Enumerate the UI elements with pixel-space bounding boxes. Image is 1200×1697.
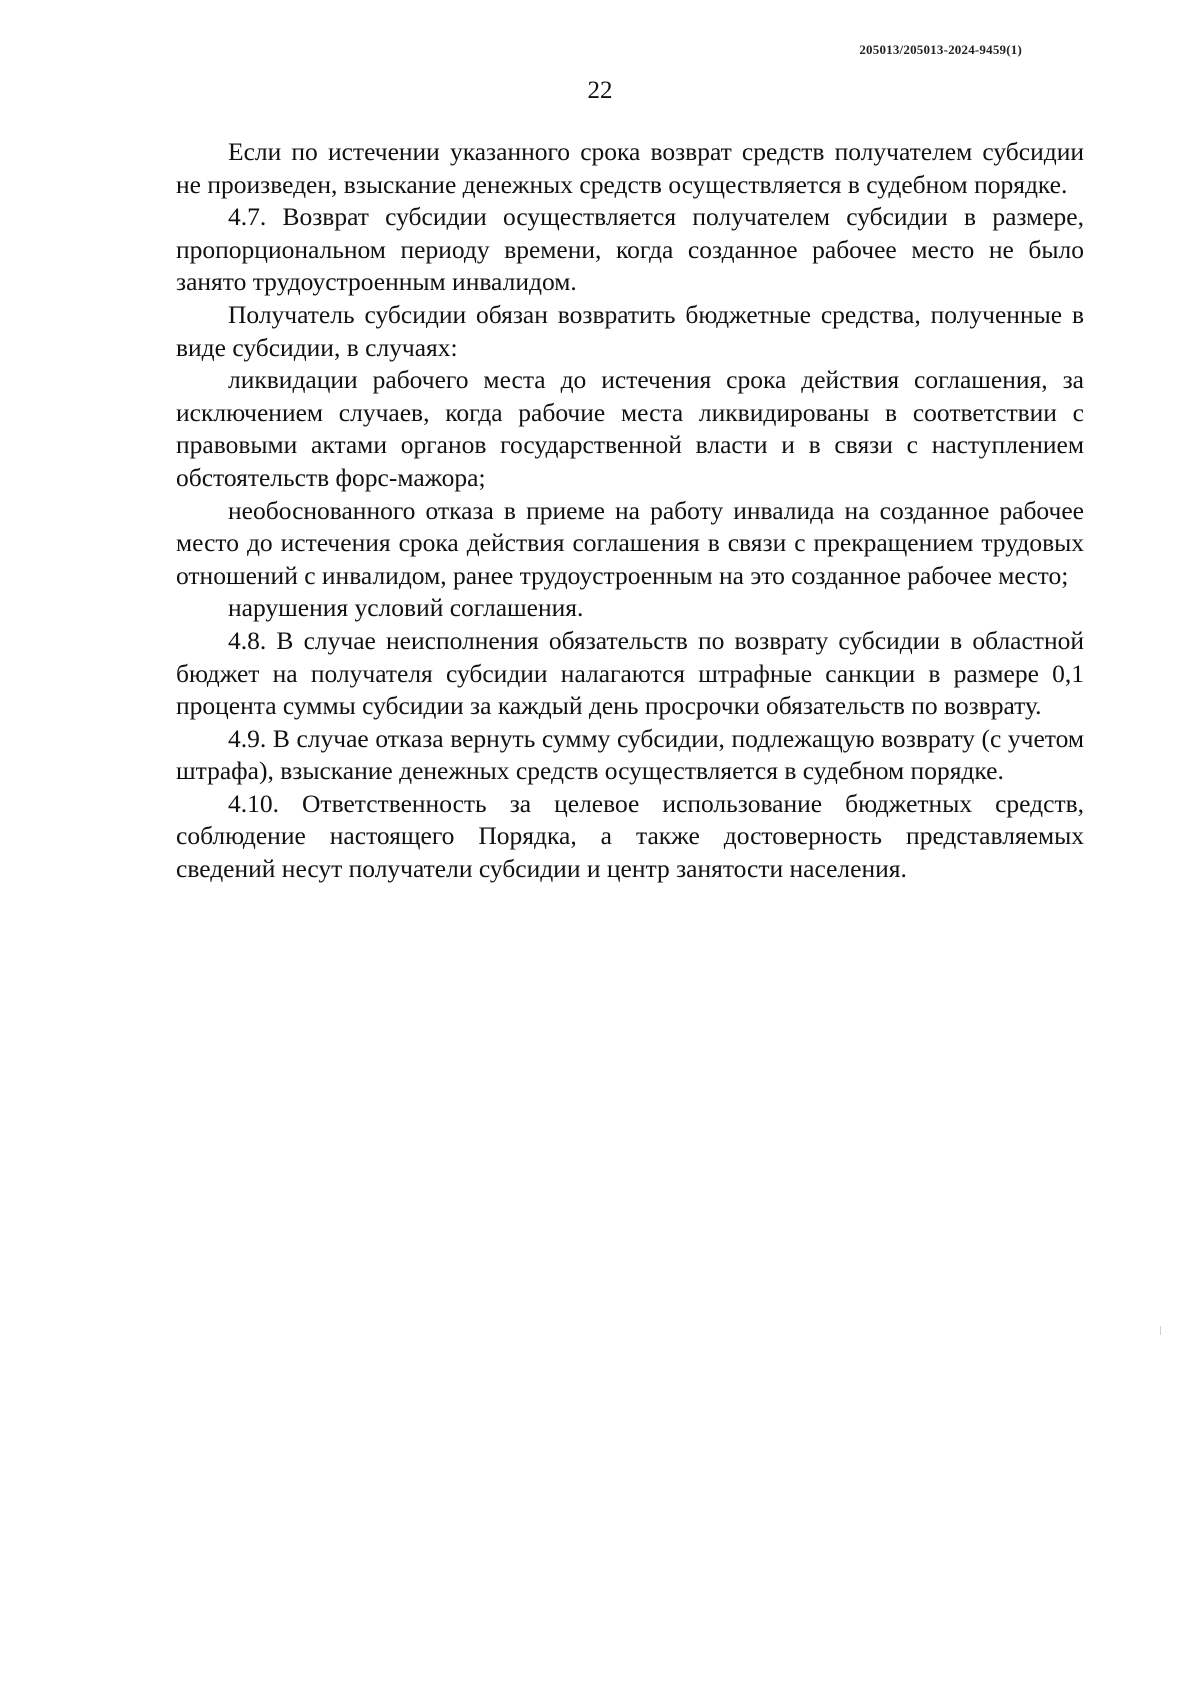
document-body	[176, 136, 1084, 886]
page-number: 22	[587, 77, 613, 104]
paragraph-4-9: 4.9. В случае отказа вернуть сумму субсидии, подлежащую возврату (с учетом штрафа), взыскание денежных средств осуществляется в судебном порядке.	[176, 723, 1084, 786]
paragraph-4-7: 4.7. Возврат субсидии осуществляется получателем субсидии в размере, пропорциональном периоду времени, когда созданное рабочее место не было занято трудоустроенным инвалидом.	[176, 202, 1084, 297]
paragraph-case-liquidation: ликвидации рабочего места до истечения срока действия соглашения, за исключением случаев, когда рабочие места ликвидированы в соответствии с правовыми актами органов государственной власти и в связи с наступлением обстоятельств форс-мажора;	[176, 365, 1084, 492]
document-id: 205013/205013-2024-9459(1)	[859, 42, 1022, 57]
paragraph-case-violation: нарушения условий соглашения.	[228, 593, 584, 623]
paragraph-return-obligation: Получатель субсидии обязан возвратить бюджетные средства, полученные в виде субсидии, в случаях:	[176, 299, 1084, 362]
scan-artifact	[1160, 1326, 1161, 1335]
paragraph-case-refusal: необоснованного отказа в приеме на работу инвалида на созданное рабочее место до истечения срока действия соглашения в связи с прекращением трудовых отношений с инвалидом, ранее трудоустроенным на это созданное рабочее место;	[176, 495, 1084, 590]
paragraph-4-10: 4.10. Ответственность за целевое использование бюджетных средств, соблюдение настоящего Порядка, а также достоверность представляемых сведений несут получатели субсидии и центр занятости населения.	[176, 788, 1084, 884]
paragraph-return-deadline: Если по истечении указанного срока возврат средств получателем субсидии не произведен, взыскание денежных средств осуществляется в судебном порядке.	[176, 137, 1084, 199]
paragraph-4-8: 4.8. В случае неисполнения обязательств по возврату субсидии в областной бюджет на получателя субсидии налагаются штрафные санкции в размере 0,1 процента суммы субсидии за каждый день просрочки обязательств по возврату.	[176, 625, 1084, 721]
